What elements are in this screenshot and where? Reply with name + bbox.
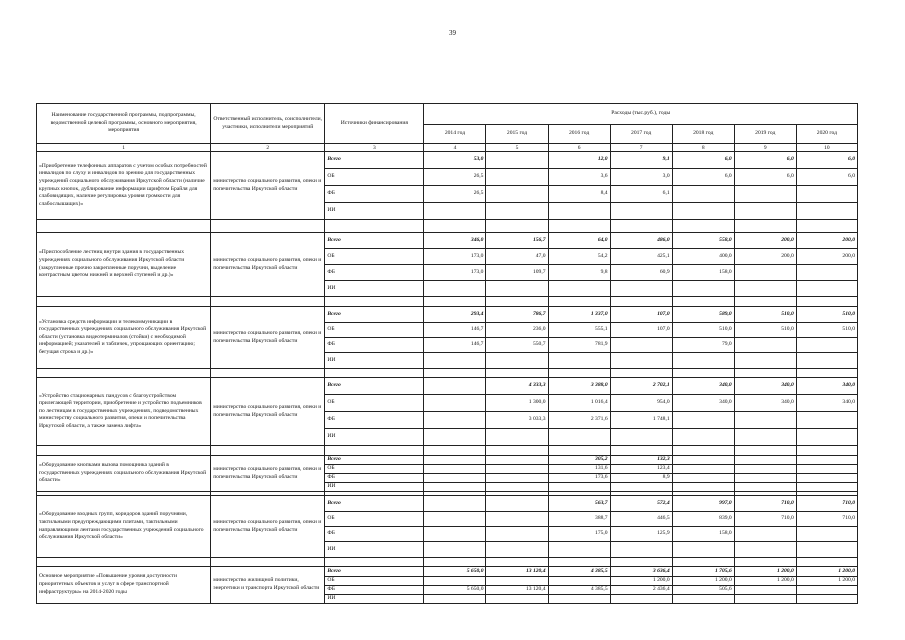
amount-cell: 146,7 bbox=[424, 338, 486, 353]
amount-cell: 53,0 bbox=[424, 152, 486, 169]
amount-cell bbox=[610, 281, 672, 297]
activity-executor: министерство социального развития, опеки и попечительства Иркутской области bbox=[211, 378, 325, 446]
amount-cell bbox=[796, 465, 857, 474]
amount-cell: 1 337,0 bbox=[548, 307, 610, 323]
amount-cell bbox=[486, 429, 548, 446]
funding-source: ФБ bbox=[325, 412, 424, 429]
amount-cell bbox=[610, 203, 672, 220]
amount-cell bbox=[424, 512, 486, 527]
amount-cell bbox=[734, 265, 796, 281]
funding-source: Всего bbox=[325, 456, 424, 465]
amount-cell bbox=[424, 474, 486, 483]
amount-cell bbox=[796, 412, 857, 429]
amount-cell bbox=[486, 483, 548, 492]
amount-cell: 555,1 bbox=[548, 323, 610, 338]
amount-cell: 26,5 bbox=[424, 169, 486, 186]
amount-cell bbox=[548, 281, 610, 297]
amount-cell bbox=[486, 203, 548, 220]
amount-cell bbox=[734, 465, 796, 474]
amount-cell: 293,4 bbox=[424, 307, 486, 323]
amount-cell: 710,0 bbox=[796, 512, 857, 527]
amount-cell: 9,1 bbox=[610, 152, 672, 169]
amount-cell: 3,6 bbox=[548, 169, 610, 186]
amount-cell: 6,0 bbox=[734, 169, 796, 186]
amount-cell bbox=[486, 512, 548, 527]
amount-cell bbox=[424, 378, 486, 395]
funding-source: ИИ bbox=[325, 353, 424, 369]
amount-cell: 1 200,0 bbox=[734, 577, 796, 586]
amount-cell: 3 636,4 bbox=[610, 567, 672, 577]
amount-cell bbox=[424, 483, 486, 492]
header-year: 2014 год bbox=[424, 125, 486, 144]
amount-cell bbox=[486, 169, 548, 186]
amount-cell bbox=[610, 429, 672, 446]
amount-cell bbox=[486, 456, 548, 465]
funding-source: ФБ bbox=[325, 338, 424, 353]
row-separator bbox=[37, 446, 858, 456]
table-row bbox=[37, 307, 858, 323]
table-row bbox=[37, 567, 858, 577]
header-year: 2015 год bbox=[486, 125, 548, 144]
amount-cell bbox=[672, 483, 734, 492]
amount-cell: 9,8 bbox=[548, 265, 610, 281]
amount-cell: 2 436,4 bbox=[610, 586, 672, 595]
amount-cell: 2 371,6 bbox=[548, 412, 610, 429]
amount-cell bbox=[796, 429, 857, 446]
funding-source: ОБ bbox=[325, 395, 424, 412]
funding-source: Всего bbox=[325, 378, 424, 395]
amount-cell: 5 650,0 bbox=[424, 567, 486, 577]
amount-cell: 4 385,5 bbox=[548, 567, 610, 577]
amount-cell: 175,0 bbox=[548, 527, 610, 542]
amount-cell bbox=[610, 353, 672, 369]
amount-cell bbox=[424, 456, 486, 465]
amount-cell: 997,0 bbox=[672, 496, 734, 512]
amount-cell: 1 200,0 bbox=[796, 567, 857, 577]
funding-source: ИИ bbox=[325, 483, 424, 492]
amount-cell: 340,0 bbox=[796, 395, 857, 412]
funding-source: ОБ bbox=[325, 323, 424, 338]
amount-cell bbox=[548, 483, 610, 492]
column-number: 4 bbox=[424, 144, 486, 152]
amount-cell: 1 200,0 bbox=[610, 577, 672, 586]
column-number: 9 bbox=[734, 144, 796, 152]
amount-cell: 589,0 bbox=[672, 307, 734, 323]
amount-cell bbox=[424, 281, 486, 297]
amount-cell: 1 300,0 bbox=[486, 395, 548, 412]
amount-cell: 710,0 bbox=[796, 496, 857, 512]
amount-cell bbox=[672, 186, 734, 203]
amount-cell bbox=[672, 281, 734, 297]
amount-cell: 125,9 bbox=[610, 527, 672, 542]
amount-cell bbox=[672, 456, 734, 465]
funding-source: Всего bbox=[325, 233, 424, 249]
amount-cell: 79,0 bbox=[672, 338, 734, 353]
funding-source: ИИ bbox=[325, 542, 424, 558]
amount-cell bbox=[796, 338, 857, 353]
amount-cell bbox=[672, 412, 734, 429]
column-number: 10 bbox=[796, 144, 857, 152]
amount-cell: 6,0 bbox=[672, 152, 734, 169]
column-number-row bbox=[37, 144, 858, 152]
amount-cell: 563,7 bbox=[548, 496, 610, 512]
amount-cell: 839,0 bbox=[672, 512, 734, 527]
amount-cell bbox=[734, 483, 796, 492]
amount-cell bbox=[548, 203, 610, 220]
amount-cell: 1 200,0 bbox=[672, 577, 734, 586]
amount-cell bbox=[486, 595, 548, 604]
activity-description: «Установка средств информации и телекоммуникации в государственных учреждениях социального обслуживания Иркутской области (установка видеотерминалов (стойки) с необходимой информацией; указателей и табличек, упрощающих ориентацию; бегущая строка и др.)» bbox=[37, 307, 211, 369]
amount-cell: 200,0 bbox=[734, 233, 796, 249]
amount-cell: 346,0 bbox=[424, 233, 486, 249]
header-year: 2019 год bbox=[734, 125, 796, 144]
header-program: Наименование государственной программы, подпрограммы, ведомственной целевой программы, основного мероприятия, мероприятия bbox=[37, 104, 211, 144]
amount-cell bbox=[424, 577, 486, 586]
activity-executor: министерство социального развития, опеки и попечительства Иркутской области bbox=[211, 496, 325, 558]
amount-cell bbox=[548, 577, 610, 586]
amount-cell bbox=[796, 595, 857, 604]
amount-cell: 107,0 bbox=[610, 323, 672, 338]
activity-description: «Оборудование кнопками вызова помощника зданий в государственных учреждениях социального обслуживания Иркутской области» bbox=[37, 456, 211, 492]
table-row bbox=[37, 456, 858, 465]
table-row bbox=[37, 378, 858, 395]
amount-cell bbox=[424, 203, 486, 220]
amount-cell: 107,0 bbox=[610, 307, 672, 323]
amount-cell bbox=[734, 542, 796, 558]
amount-cell bbox=[796, 527, 857, 542]
amount-cell bbox=[796, 456, 857, 465]
amount-cell bbox=[672, 465, 734, 474]
amount-cell bbox=[424, 395, 486, 412]
amount-cell: 1 705,6 bbox=[672, 567, 734, 577]
amount-cell bbox=[486, 577, 548, 586]
amount-cell bbox=[672, 353, 734, 369]
amount-cell bbox=[424, 542, 486, 558]
amount-cell: 510,0 bbox=[796, 307, 857, 323]
amount-cell: 200,0 bbox=[796, 233, 857, 249]
amount-cell bbox=[548, 595, 610, 604]
activity-executor: министерство социального развития, опеки и попечительства Иркутской области bbox=[211, 456, 325, 492]
amount-cell bbox=[796, 186, 857, 203]
amount-cell: 781,9 bbox=[548, 338, 610, 353]
row-separator bbox=[37, 369, 858, 378]
amount-cell bbox=[486, 152, 548, 169]
amount-cell bbox=[734, 412, 796, 429]
amount-cell bbox=[610, 542, 672, 558]
column-number: 5 bbox=[486, 144, 548, 152]
table-row bbox=[37, 152, 858, 169]
amount-cell: 8,4 bbox=[548, 186, 610, 203]
amount-cell bbox=[796, 265, 857, 281]
amount-cell: 425,1 bbox=[610, 249, 672, 265]
amount-cell: 954,0 bbox=[610, 395, 672, 412]
amount-cell: 4 385,5 bbox=[548, 586, 610, 595]
header-year: 2018 год bbox=[672, 125, 734, 144]
amount-cell: 47,0 bbox=[486, 249, 548, 265]
amount-cell: 60,9 bbox=[610, 265, 672, 281]
amount-cell: 6,0 bbox=[796, 152, 857, 169]
amount-cell bbox=[424, 496, 486, 512]
amount-cell bbox=[548, 353, 610, 369]
amount-cell: 6,0 bbox=[796, 169, 857, 186]
amount-cell bbox=[672, 203, 734, 220]
table-row bbox=[37, 233, 858, 249]
amount-cell bbox=[486, 474, 548, 483]
row-separator bbox=[37, 558, 858, 567]
funding-source: ФБ bbox=[325, 474, 424, 483]
table-body bbox=[37, 152, 858, 604]
amount-cell: 146,7 bbox=[424, 323, 486, 338]
funding-source: ОБ bbox=[325, 577, 424, 586]
funding-source: Всего bbox=[325, 307, 424, 323]
amount-cell: 340,0 bbox=[734, 395, 796, 412]
amount-cell bbox=[796, 586, 857, 595]
amount-cell bbox=[610, 338, 672, 353]
amount-cell: 340,0 bbox=[672, 378, 734, 395]
activity-description: «Устройство стационарных пандусов с благоустройством прилегающей территории, приобретение и устройство подъемников по лестницам в государственных учреждениях, подведомственных министерству социального развития, опеки и попечительства Иркутской области, а также замена лифта» bbox=[37, 378, 211, 446]
amount-cell bbox=[672, 474, 734, 483]
funding-source: ФБ bbox=[325, 265, 424, 281]
amount-cell bbox=[424, 465, 486, 474]
amount-cell bbox=[486, 527, 548, 542]
header-year: 2017 год bbox=[610, 125, 672, 144]
activity-executor: министерство жилищной политики, энергетики и транспорта Иркутской области bbox=[211, 567, 325, 604]
funding-source: Всего bbox=[325, 496, 424, 512]
amount-cell bbox=[424, 353, 486, 369]
amount-cell bbox=[424, 412, 486, 429]
amount-cell: 1 748,1 bbox=[610, 412, 672, 429]
amount-cell: 510,0 bbox=[734, 323, 796, 338]
activity-description: «Приобретение телефонных аппаратов с учетом особых потребностей инвалидов по слуху и инвалидов по зрению для государственных учреждений социального обслуживания Иркутской области (наличие крупных кнопок, дублирование информации шрифтом Брайля для слабовидящих, наличие регулировка уровня громкости для слабослышащих)» bbox=[37, 152, 211, 220]
amount-cell: 26,5 bbox=[424, 186, 486, 203]
amount-cell: 550,7 bbox=[486, 338, 548, 353]
amount-cell bbox=[486, 186, 548, 203]
amount-cell: 1 200,0 bbox=[796, 577, 857, 586]
funding-source: ФБ bbox=[325, 186, 424, 203]
amount-cell: 2 702,1 bbox=[610, 378, 672, 395]
activity-description: «Приспособление лестниц внутри здания в государственных учреждениях социального обслуживания Иркутской области (закругленные прочно закрепленные поручни, выделение контрастным цветом нижней и верхней ступеней и др.)» bbox=[37, 233, 211, 297]
header-year: 2016 год bbox=[548, 125, 610, 144]
amount-cell: 123,4 bbox=[610, 465, 672, 474]
amount-cell: 200,0 bbox=[796, 249, 857, 265]
amount-cell bbox=[424, 527, 486, 542]
amount-cell: 340,0 bbox=[672, 395, 734, 412]
column-number: 6 bbox=[548, 144, 610, 152]
amount-cell: 13 120,4 bbox=[486, 567, 548, 577]
funding-source: ФБ bbox=[325, 527, 424, 542]
funding-source: Всего bbox=[325, 567, 424, 577]
amount-cell: 5 650,0 bbox=[424, 586, 486, 595]
amount-cell bbox=[734, 595, 796, 604]
amount-cell bbox=[672, 542, 734, 558]
column-number: 3 bbox=[325, 144, 424, 152]
amount-cell bbox=[672, 429, 734, 446]
amount-cell: 6,1 bbox=[610, 186, 672, 203]
activity-description: Основное мероприятие «Повышение уровня доступности приоритетных объектов и услуг в сфере транспортной инфраструктуры» на 2014-2020 годы bbox=[37, 567, 211, 604]
amount-cell: 109,7 bbox=[486, 265, 548, 281]
activity-description: «Оборудование входных групп, коридоров зданий поручнями, тактильными предупреждающими плитами, тактильными направляющими лентами государственных учреждений социального обслуживания Иркутской области» bbox=[37, 496, 211, 558]
amount-cell bbox=[486, 281, 548, 297]
funding-source: ФБ bbox=[325, 586, 424, 595]
amount-cell bbox=[548, 429, 610, 446]
amount-cell: 156,7 bbox=[486, 233, 548, 249]
amount-cell bbox=[734, 456, 796, 465]
amount-cell: 786,7 bbox=[486, 307, 548, 323]
amount-cell: 558,0 bbox=[672, 233, 734, 249]
amount-cell: 510,0 bbox=[796, 323, 857, 338]
funding-source: ИИ bbox=[325, 203, 424, 220]
amount-cell: 64,0 bbox=[548, 233, 610, 249]
amount-cell: 486,0 bbox=[610, 233, 672, 249]
amount-cell bbox=[486, 353, 548, 369]
funding-source: ОБ bbox=[325, 169, 424, 186]
header-expenses: Расходы (тыс.руб.), годы bbox=[424, 104, 858, 125]
amount-cell bbox=[610, 595, 672, 604]
amount-cell: 6,0 bbox=[672, 169, 734, 186]
amount-cell: 710,0 bbox=[734, 512, 796, 527]
funding-source: Всего bbox=[325, 152, 424, 169]
amount-cell bbox=[734, 338, 796, 353]
column-number: 2 bbox=[211, 144, 325, 152]
amount-cell: 572,4 bbox=[610, 496, 672, 512]
amount-cell bbox=[796, 353, 857, 369]
amount-cell: 3 388,0 bbox=[548, 378, 610, 395]
amount-cell: 158,0 bbox=[672, 527, 734, 542]
amount-cell bbox=[734, 429, 796, 446]
amount-cell: 13 120,4 bbox=[486, 586, 548, 595]
column-number: 8 bbox=[672, 144, 734, 152]
amount-cell bbox=[734, 527, 796, 542]
amount-cell: 510,0 bbox=[734, 307, 796, 323]
row-separator bbox=[37, 220, 858, 233]
amount-cell: 400,0 bbox=[672, 249, 734, 265]
header-year: 2020 год bbox=[796, 125, 857, 144]
amount-cell: 54,2 bbox=[548, 249, 610, 265]
amount-cell: 132,3 bbox=[610, 456, 672, 465]
amount-cell: 173,0 bbox=[424, 265, 486, 281]
amount-cell: 8,9 bbox=[610, 474, 672, 483]
funding-source: ОБ bbox=[325, 465, 424, 474]
amount-cell: 510,0 bbox=[672, 323, 734, 338]
amount-cell bbox=[424, 595, 486, 604]
amount-cell: 3,0 bbox=[610, 169, 672, 186]
row-separator bbox=[37, 297, 858, 307]
amount-cell: 505,6 bbox=[672, 586, 734, 595]
amount-cell: 131,6 bbox=[548, 465, 610, 474]
header-row bbox=[37, 104, 858, 125]
amount-cell bbox=[734, 474, 796, 483]
funding-source: ИИ bbox=[325, 429, 424, 446]
amount-cell bbox=[796, 281, 857, 297]
amount-cell: 305,2 bbox=[548, 456, 610, 465]
activity-executor: министерство социального развития, опеки и попечительства Иркутской области bbox=[211, 152, 325, 220]
funding-source: ОБ bbox=[325, 249, 424, 265]
amount-cell bbox=[734, 281, 796, 297]
amount-cell bbox=[548, 542, 610, 558]
amount-cell bbox=[672, 595, 734, 604]
amount-cell: 12,0 bbox=[548, 152, 610, 169]
amount-cell: 446,5 bbox=[610, 512, 672, 527]
amount-cell: 200,0 bbox=[734, 249, 796, 265]
funding-source: ОБ bbox=[325, 512, 424, 527]
amount-cell bbox=[486, 465, 548, 474]
amount-cell bbox=[734, 203, 796, 220]
amount-cell bbox=[486, 542, 548, 558]
amount-cell bbox=[486, 496, 548, 512]
amount-cell bbox=[796, 483, 857, 492]
funding-source: ИИ bbox=[325, 281, 424, 297]
amount-cell bbox=[734, 186, 796, 203]
amount-cell: 4 333,3 bbox=[486, 378, 548, 395]
amount-cell: 158,0 bbox=[672, 265, 734, 281]
amount-cell: 340,0 bbox=[734, 378, 796, 395]
budget-table bbox=[36, 103, 858, 604]
amount-cell bbox=[796, 203, 857, 220]
table-row bbox=[37, 496, 858, 512]
amount-cell: 340,0 bbox=[796, 378, 857, 395]
amount-cell bbox=[610, 483, 672, 492]
header-source: Источники финансирования bbox=[325, 104, 424, 144]
amount-cell: 1 200,0 bbox=[734, 567, 796, 577]
amount-cell: 3 033,3 bbox=[486, 412, 548, 429]
header-executor: Ответственный исполнитель, соисполнители, участники, исполнители мероприятий bbox=[211, 104, 325, 144]
amount-cell: 6,0 bbox=[734, 152, 796, 169]
amount-cell: 710,0 bbox=[734, 496, 796, 512]
amount-cell: 173,0 bbox=[424, 249, 486, 265]
activity-executor: министерство социального развития, опеки и попечительства Иркутской области bbox=[211, 233, 325, 297]
amount-cell: 1 016,4 bbox=[548, 395, 610, 412]
activity-executor: министерство социального развития, опеки и попечительства Иркутской области bbox=[211, 307, 325, 369]
amount-cell bbox=[796, 542, 857, 558]
page-number: 39 bbox=[449, 29, 456, 37]
amount-cell: 173,6 bbox=[548, 474, 610, 483]
amount-cell bbox=[734, 586, 796, 595]
column-number: 7 bbox=[610, 144, 672, 152]
funding-source: ИИ bbox=[325, 595, 424, 604]
amount-cell bbox=[734, 353, 796, 369]
amount-cell bbox=[796, 474, 857, 483]
amount-cell bbox=[424, 429, 486, 446]
amount-cell: 388,7 bbox=[548, 512, 610, 527]
column-number: 1 bbox=[37, 144, 211, 152]
amount-cell: 236,0 bbox=[486, 323, 548, 338]
